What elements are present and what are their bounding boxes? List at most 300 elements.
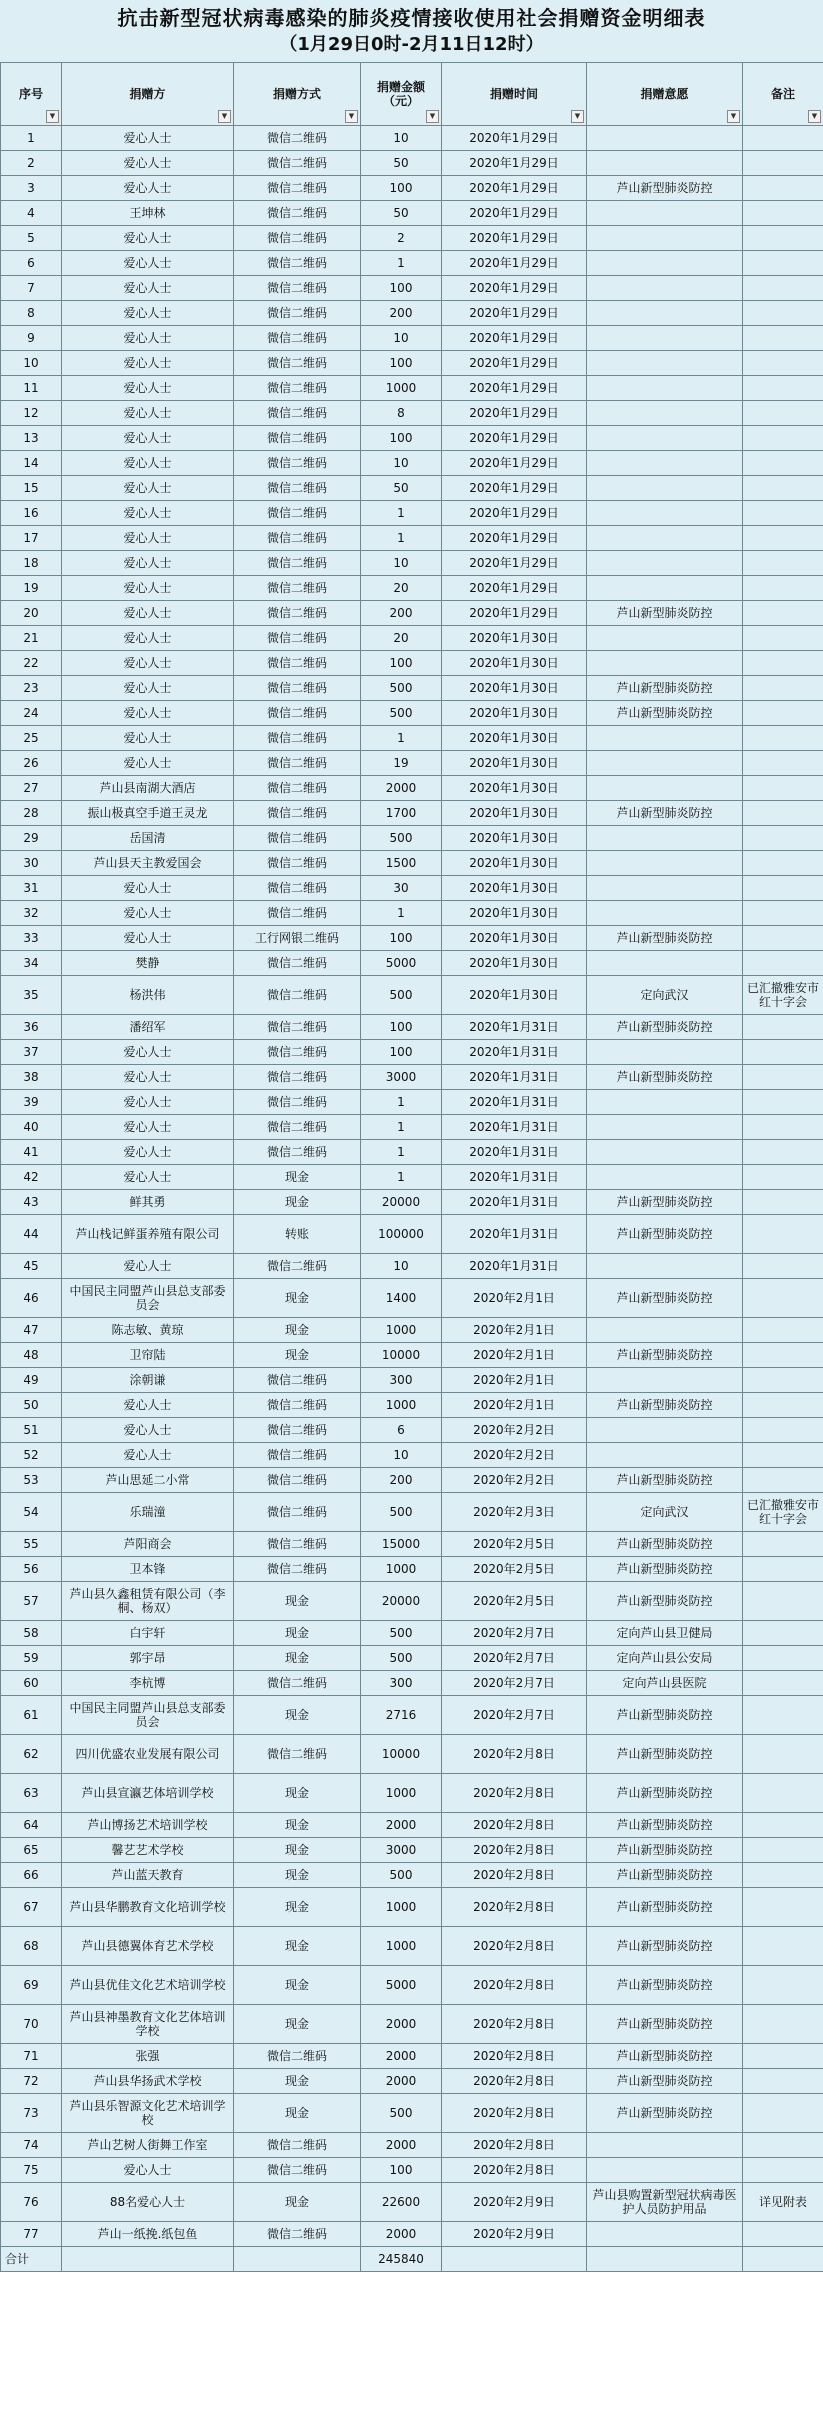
table-row [1, 676, 823, 701]
cell-amount: 2000 [361, 2044, 442, 2069]
cell-intent: 芦山新型肺炎防控 [587, 1582, 743, 1621]
cell-note [743, 351, 823, 376]
filter-dropdown-icon[interactable]: ▼ [218, 110, 231, 123]
filter-dropdown-icon[interactable]: ▼ [727, 110, 740, 123]
cell-intent [587, 826, 743, 851]
cell-method: 微信二维码 [234, 176, 361, 201]
cell-seq: 53 [1, 1468, 62, 1493]
cell-seq: 60 [1, 1671, 62, 1696]
cell-method: 微信二维码 [234, 376, 361, 401]
cell-note [743, 651, 823, 676]
cell-method: 微信二维码 [234, 2222, 361, 2247]
cell-time: 2020年1月29日 [442, 526, 587, 551]
table-row [1, 1838, 823, 1863]
cell-intent: 芦山新型肺炎防控 [587, 1735, 743, 1774]
cell-donor: 爱心人士 [62, 926, 234, 951]
cell-intent: 芦山新型肺炎防控 [587, 1393, 743, 1418]
cell-note [743, 901, 823, 926]
cell-method: 现金 [234, 2094, 361, 2133]
cell-method: 微信二维码 [234, 576, 361, 601]
cell-time: 2020年1月29日 [442, 201, 587, 226]
cell-intent: 芦山新型肺炎防控 [587, 2005, 743, 2044]
filter-dropdown-icon[interactable]: ▼ [571, 110, 584, 123]
table-row [1, 1557, 823, 1582]
cell-note [743, 1671, 823, 1696]
cell-donor: 爱心人士 [62, 726, 234, 751]
cell-amount: 3000 [361, 1065, 442, 1090]
cell-intent [587, 351, 743, 376]
cell-seq: 44 [1, 1215, 62, 1254]
cell-seq: 5 [1, 226, 62, 251]
cell-note [743, 326, 823, 351]
cell-seq: 38 [1, 1065, 62, 1090]
table-row [1, 901, 823, 926]
cell-donor: 爱心人士 [62, 251, 234, 276]
cell-seq: 50 [1, 1393, 62, 1418]
cell-seq: 30 [1, 851, 62, 876]
cell-donor: 岳国清 [62, 826, 234, 851]
cell-intent [587, 501, 743, 526]
cell-intent [587, 776, 743, 801]
cell-method: 微信二维码 [234, 676, 361, 701]
cell-donor: 芦山县乐智源文化艺术培训学校 [62, 2094, 234, 2133]
table-row [1, 2222, 823, 2247]
cell-amount: 1 [361, 726, 442, 751]
cell-donor: 樊静 [62, 951, 234, 976]
cell-note [743, 876, 823, 901]
cell-seq: 16 [1, 501, 62, 526]
cell-method: 微信二维码 [234, 1090, 361, 1115]
cell-seq: 64 [1, 1813, 62, 1838]
cell-time: 2020年2月8日 [442, 1863, 587, 1888]
cell-intent: 定向武汉 [587, 976, 743, 1015]
cell-time: 2020年1月30日 [442, 701, 587, 726]
cell-amount: 10 [361, 1254, 442, 1279]
cell-method: 微信二维码 [234, 626, 361, 651]
table-row [1, 326, 823, 351]
cell-method: 微信二维码 [234, 1065, 361, 1090]
cell-time: 2020年1月31日 [442, 1065, 587, 1090]
cell-method: 转账 [234, 1215, 361, 1254]
cell-method: 微信二维码 [234, 501, 361, 526]
cell-donor: 爱心人士 [62, 1418, 234, 1443]
cell-amount: 300 [361, 1671, 442, 1696]
cell-method: 微信二维码 [234, 1557, 361, 1582]
table-row [1, 1318, 823, 1343]
cell-donor: 芦阳商会 [62, 1532, 234, 1557]
cell-note [743, 301, 823, 326]
cell-seq: 26 [1, 751, 62, 776]
cell-time: 2020年1月29日 [442, 176, 587, 201]
cell-donor: 爱心人士 [62, 476, 234, 501]
cell-amount: 10 [361, 451, 442, 476]
cell-amount: 1000 [361, 1393, 442, 1418]
cell-donor: 芦山县久鑫租赁有限公司（李桐、杨双） [62, 1582, 234, 1621]
cell-note [743, 1735, 823, 1774]
cell-donor: 爱心人士 [62, 701, 234, 726]
cell-donor: 爱心人士 [62, 176, 234, 201]
table-row [1, 301, 823, 326]
cell-time: 2020年1月30日 [442, 751, 587, 776]
cell-note [743, 126, 823, 151]
cell-donor: 爱心人士 [62, 1040, 234, 1065]
cell-time: 2020年1月30日 [442, 826, 587, 851]
cell-intent [587, 326, 743, 351]
cell-intent [587, 401, 743, 426]
cell-amount: 30 [361, 876, 442, 901]
cell-amount: 22600 [361, 2183, 442, 2222]
cell-seq: 66 [1, 1863, 62, 1888]
cell-note [743, 1343, 823, 1368]
cell-donor: 爱心人士 [62, 276, 234, 301]
cell-method: 微信二维码 [234, 601, 361, 626]
table-row [1, 276, 823, 301]
cell-method: 现金 [234, 1813, 361, 1838]
cell-intent: 芦山新型肺炎防控 [587, 1015, 743, 1040]
filter-dropdown-icon[interactable]: ▼ [426, 110, 439, 123]
cell-donor: 爱心人士 [62, 126, 234, 151]
cell-seq: 69 [1, 1966, 62, 2005]
cell-note [743, 1557, 823, 1582]
cell-intent [587, 251, 743, 276]
cell-donor: 爱心人士 [62, 151, 234, 176]
cell-amount: 100 [361, 1015, 442, 1040]
cell-time: 2020年1月30日 [442, 676, 587, 701]
cell-seq: 6 [1, 251, 62, 276]
cell-time: 2020年1月30日 [442, 776, 587, 801]
table-row [1, 1090, 823, 1115]
cell-note [743, 1696, 823, 1735]
cell-note [743, 1621, 823, 1646]
cell-note [743, 2044, 823, 2069]
filter-dropdown-icon[interactable]: ▼ [46, 110, 59, 123]
cell-donor: 爱心人士 [62, 451, 234, 476]
cell-time: 2020年1月29日 [442, 576, 587, 601]
sheet-subtitle: （1月29日0时-2月11日12时） [279, 34, 544, 55]
cell-method: 微信二维码 [234, 776, 361, 801]
cell-time: 2020年1月29日 [442, 151, 587, 176]
cell-donor: 爱心人士 [62, 751, 234, 776]
table-row [1, 2069, 823, 2094]
cell-time: 2020年2月1日 [442, 1368, 587, 1393]
table-row [1, 1418, 823, 1443]
cell-method: 微信二维码 [234, 901, 361, 926]
cell-note [743, 801, 823, 826]
cell-intent: 芦山新型肺炎防控 [587, 2044, 743, 2069]
cell-intent: 芦山新型肺炎防控 [587, 2069, 743, 2094]
table-row [1, 1493, 823, 1532]
header-row [1, 63, 823, 126]
table-row [1, 801, 823, 826]
cell-intent: 芦山新型肺炎防控 [587, 601, 743, 626]
table-row [1, 1582, 823, 1621]
cell-note [743, 1582, 823, 1621]
cell-amount: 1000 [361, 1557, 442, 1582]
cell-time: 2020年2月1日 [442, 1393, 587, 1418]
filter-dropdown-icon[interactable]: ▼ [345, 110, 358, 123]
table-row [1, 2005, 823, 2044]
cell-note [743, 176, 823, 201]
cell-note [743, 526, 823, 551]
cell-intent: 芦山新型肺炎防控 [587, 1065, 743, 1090]
table-row [1, 1393, 823, 1418]
table-row [1, 2133, 823, 2158]
cell-amount: 500 [361, 701, 442, 726]
cell-note [743, 551, 823, 576]
cell-amount: 1 [361, 1090, 442, 1115]
cell-seq: 39 [1, 1090, 62, 1115]
cell-time: 2020年2月9日 [442, 2222, 587, 2247]
cell-seq: 34 [1, 951, 62, 976]
table-row [1, 2158, 823, 2183]
cell-amount: 100 [361, 176, 442, 201]
cell-time: 2020年1月30日 [442, 626, 587, 651]
cell-time: 2020年2月8日 [442, 1774, 587, 1813]
table-row [1, 1115, 823, 1140]
cell-time: 2020年2月8日 [442, 1813, 587, 1838]
cell-method: 微信二维码 [234, 801, 361, 826]
cell-method: 微信二维码 [234, 1443, 361, 1468]
cell-intent [587, 2222, 743, 2247]
cell-note [743, 1813, 823, 1838]
cell-amount: 1000 [361, 376, 442, 401]
cell-amount: 1700 [361, 801, 442, 826]
cell-amount: 2000 [361, 776, 442, 801]
cell-amount: 1 [361, 501, 442, 526]
table-row [1, 1343, 823, 1368]
cell-intent [587, 1254, 743, 1279]
cell-seq: 12 [1, 401, 62, 426]
cell-intent: 芦山新型肺炎防控 [587, 1190, 743, 1215]
cell-donor: 陈志敏、黄琼 [62, 1318, 234, 1343]
cell-intent [587, 2158, 743, 2183]
cell-donor: 芦山县宣瀛艺体培训学校 [62, 1774, 234, 1813]
cell-intent [587, 551, 743, 576]
cell-donor: 爱心人士 [62, 301, 234, 326]
table-row [1, 951, 823, 976]
total-empty-cell [442, 2247, 587, 2272]
cell-intent [587, 451, 743, 476]
cell-method: 微信二维码 [234, 1115, 361, 1140]
table-row [1, 851, 823, 876]
cell-time: 2020年2月5日 [442, 1582, 587, 1621]
cell-seq: 55 [1, 1532, 62, 1557]
cell-note: 已汇撤雅安市红十字会 [743, 1493, 823, 1532]
cell-intent: 芦山新型肺炎防控 [587, 801, 743, 826]
cell-amount: 500 [361, 1863, 442, 1888]
cell-time: 2020年2月1日 [442, 1343, 587, 1368]
cell-intent: 芦山新型肺炎防控 [587, 676, 743, 701]
cell-note [743, 2069, 823, 2094]
cell-time: 2020年1月30日 [442, 851, 587, 876]
cell-note [743, 2222, 823, 2247]
cell-time: 2020年1月30日 [442, 926, 587, 951]
cell-method: 微信二维码 [234, 326, 361, 351]
cell-amount: 19 [361, 751, 442, 776]
cell-method: 微信二维码 [234, 1418, 361, 1443]
cell-seq: 45 [1, 1254, 62, 1279]
cell-note [743, 201, 823, 226]
cell-seq: 13 [1, 426, 62, 451]
table-row [1, 1532, 823, 1557]
cell-intent: 芦山新型肺炎防控 [587, 1343, 743, 1368]
cell-seq: 73 [1, 2094, 62, 2133]
cell-note [743, 1040, 823, 1065]
cell-method: 微信二维码 [234, 976, 361, 1015]
cell-time: 2020年1月31日 [442, 1215, 587, 1254]
cell-intent: 芦山新型肺炎防控 [587, 1215, 743, 1254]
cell-note [743, 1863, 823, 1888]
cell-intent [587, 576, 743, 601]
header-seq-label: 序号 [18, 87, 43, 101]
cell-amount: 10000 [361, 1735, 442, 1774]
table-row [1, 251, 823, 276]
cell-seq: 67 [1, 1888, 62, 1927]
table-row [1, 1735, 823, 1774]
cell-seq: 1 [1, 126, 62, 151]
filter-dropdown-icon[interactable]: ▼ [808, 110, 821, 123]
cell-seq: 58 [1, 1621, 62, 1646]
cell-seq: 7 [1, 276, 62, 301]
cell-note [743, 1838, 823, 1863]
table-row [1, 2094, 823, 2133]
cell-method: 工行网银二维码 [234, 926, 361, 951]
header-seq [1, 63, 62, 126]
cell-intent: 芦山新型肺炎防控 [587, 176, 743, 201]
cell-intent: 芦山新型肺炎防控 [587, 1966, 743, 2005]
table-row [1, 1927, 823, 1966]
cell-note [743, 2094, 823, 2133]
cell-method: 微信二维码 [234, 1140, 361, 1165]
cell-donor: 潘绍军 [62, 1015, 234, 1040]
cell-amount: 15000 [361, 1532, 442, 1557]
table-row [1, 351, 823, 376]
cell-time: 2020年2月8日 [442, 1888, 587, 1927]
cell-intent: 芦山新型肺炎防控 [587, 1468, 743, 1493]
cell-time: 2020年1月29日 [442, 501, 587, 526]
cell-donor: 爱心人士 [62, 676, 234, 701]
cell-method: 微信二维码 [234, 1468, 361, 1493]
cell-time: 2020年1月29日 [442, 351, 587, 376]
total-empty-cell [62, 2247, 234, 2272]
cell-donor: 爱心人士 [62, 226, 234, 251]
cell-method: 现金 [234, 2069, 361, 2094]
table-row [1, 751, 823, 776]
table-row [1, 376, 823, 401]
cell-method: 微信二维码 [234, 526, 361, 551]
cell-seq: 59 [1, 1646, 62, 1671]
cell-intent [587, 626, 743, 651]
table-row [1, 1015, 823, 1040]
cell-donor: 王坤林 [62, 201, 234, 226]
cell-method: 微信二维码 [234, 1532, 361, 1557]
cell-time: 2020年1月29日 [442, 451, 587, 476]
table-row [1, 1190, 823, 1215]
cell-intent [587, 726, 743, 751]
cell-intent: 芦山新型肺炎防控 [587, 1557, 743, 1582]
cell-donor: 爱心人士 [62, 401, 234, 426]
cell-method: 现金 [234, 1279, 361, 1318]
cell-method: 现金 [234, 1318, 361, 1343]
cell-amount: 2000 [361, 1813, 442, 1838]
donation-table [0, 62, 823, 2272]
cell-method: 微信二维码 [234, 401, 361, 426]
total-label: 合计 [1, 2247, 62, 2272]
cell-amount: 1000 [361, 1318, 442, 1343]
table-row [1, 1966, 823, 2005]
cell-method: 现金 [234, 1927, 361, 1966]
table-row [1, 701, 823, 726]
cell-seq: 3 [1, 176, 62, 201]
cell-amount: 100 [361, 926, 442, 951]
cell-time: 2020年2月7日 [442, 1621, 587, 1646]
cell-donor: 卫本锋 [62, 1557, 234, 1582]
cell-amount: 10 [361, 126, 442, 151]
cell-time: 2020年1月30日 [442, 801, 587, 826]
cell-amount: 8 [361, 401, 442, 426]
cell-note [743, 1015, 823, 1040]
cell-donor: 芦山栈记鲜蛋养殖有限公司 [62, 1215, 234, 1254]
cell-note [743, 1090, 823, 1115]
cell-donor: 爱心人士 [62, 376, 234, 401]
cell-time: 2020年2月8日 [442, 1838, 587, 1863]
cell-amount: 2000 [361, 2133, 442, 2158]
cell-intent [587, 276, 743, 301]
cell-method: 微信二维码 [234, 826, 361, 851]
table-row [1, 151, 823, 176]
cell-time: 2020年2月8日 [442, 2158, 587, 2183]
cell-intent [587, 1040, 743, 1065]
cell-note [743, 401, 823, 426]
cell-seq: 76 [1, 2183, 62, 2222]
cell-time: 2020年1月30日 [442, 651, 587, 676]
cell-method: 微信二维码 [234, 251, 361, 276]
cell-amount: 500 [361, 1646, 442, 1671]
cell-method: 微信二维码 [234, 226, 361, 251]
cell-seq: 56 [1, 1557, 62, 1582]
cell-note [743, 151, 823, 176]
cell-method: 微信二维码 [234, 1735, 361, 1774]
table-row [1, 1140, 823, 1165]
cell-intent: 芦山新型肺炎防控 [587, 1888, 743, 1927]
cell-method: 微信二维码 [234, 751, 361, 776]
cell-time: 2020年2月2日 [442, 1468, 587, 1493]
cell-time: 2020年1月31日 [442, 1140, 587, 1165]
cell-method: 微信二维码 [234, 726, 361, 751]
cell-donor: 芦山县神墨教育文化艺体培训学校 [62, 2005, 234, 2044]
table-row [1, 2044, 823, 2069]
cell-time: 2020年2月8日 [442, 1735, 587, 1774]
cell-amount: 1 [361, 901, 442, 926]
cell-note [743, 1966, 823, 2005]
cell-time: 2020年1月31日 [442, 1165, 587, 1190]
cell-donor: 芦山艺树人街舞工作室 [62, 2133, 234, 2158]
cell-time: 2020年1月31日 [442, 1090, 587, 1115]
header-note [743, 63, 823, 126]
cell-seq: 51 [1, 1418, 62, 1443]
cell-intent: 芦山新型肺炎防控 [587, 1813, 743, 1838]
cell-donor: 爱心人士 [62, 1090, 234, 1115]
cell-note [743, 1443, 823, 1468]
cell-method: 微信二维码 [234, 476, 361, 501]
cell-seq: 29 [1, 826, 62, 851]
cell-seq: 37 [1, 1040, 62, 1065]
header-donor-label: 捐赠方 [129, 87, 166, 101]
cell-seq: 9 [1, 326, 62, 351]
cell-donor: 张强 [62, 2044, 234, 2069]
cell-amount: 1500 [361, 851, 442, 876]
cell-intent [587, 476, 743, 501]
